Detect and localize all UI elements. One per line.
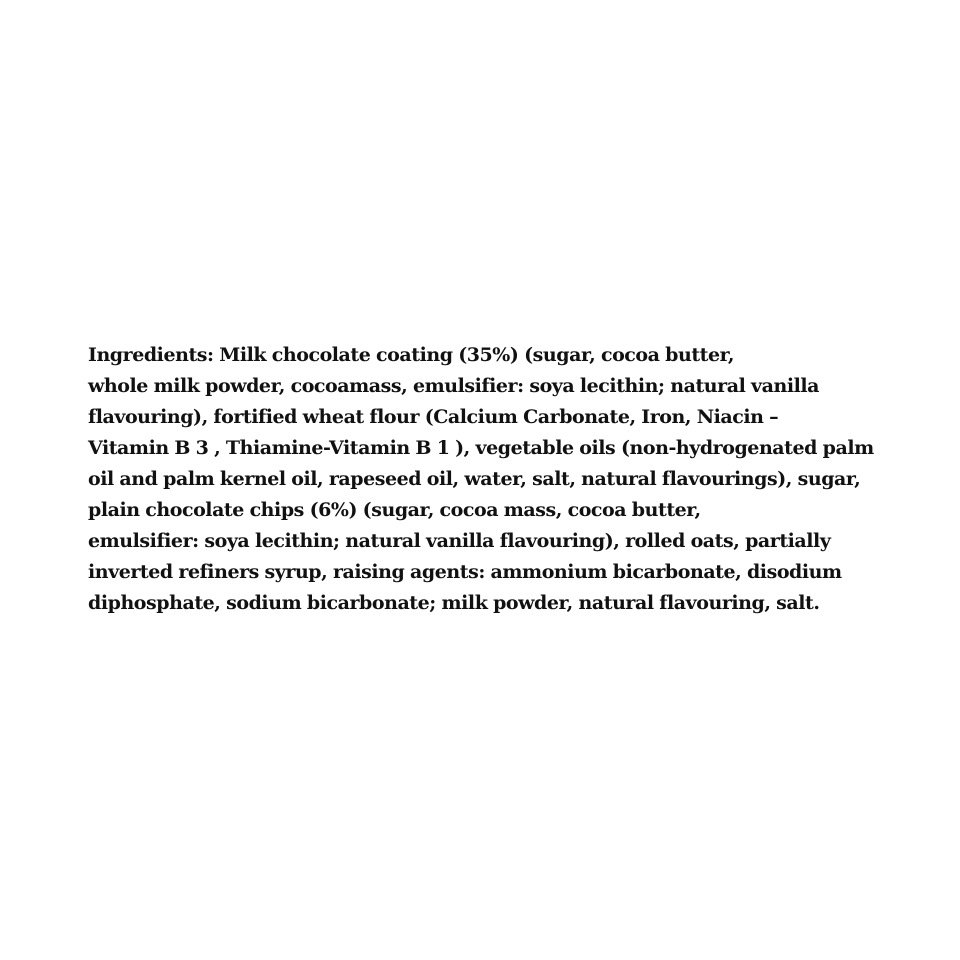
ingredients-line: oil and palm kernel oil, rapeseed oil, water, salt, natural flavourings), sugar,: [88, 468, 861, 490]
ingredients-line: Ingredients: Milk chocolate coating (35%) (sugar, cocoa butter,: [88, 344, 734, 366]
ingredients-line: inverted refiners syrup, raising agents: ammonium bicarbonate, disodium: [88, 561, 842, 583]
ingredients-line: diphosphate, sodium bicarbonate; milk powder, natural flavouring, salt.: [88, 592, 820, 614]
ingredients-line: plain chocolate chips (6%) (sugar, cocoa mass, cocoa butter,: [88, 499, 701, 521]
ingredients-text-block: [88, 340, 888, 619]
ingredients-line: emulsifier: soya lecithin; natural vanilla flavouring), rolled oats, partially: [88, 530, 831, 552]
ingredients-line: flavouring), fortified wheat flour (Calcium Carbonate, Iron, Niacin –: [88, 406, 779, 428]
ingredients-line: Vitamin B 3 , Thiamine-Vitamin B 1 ), vegetable oils (non-hydrogenated palm: [88, 437, 874, 459]
ingredients-line: whole milk powder, cocoamass, emulsifier: soya lecithin; natural vanilla: [88, 375, 819, 397]
